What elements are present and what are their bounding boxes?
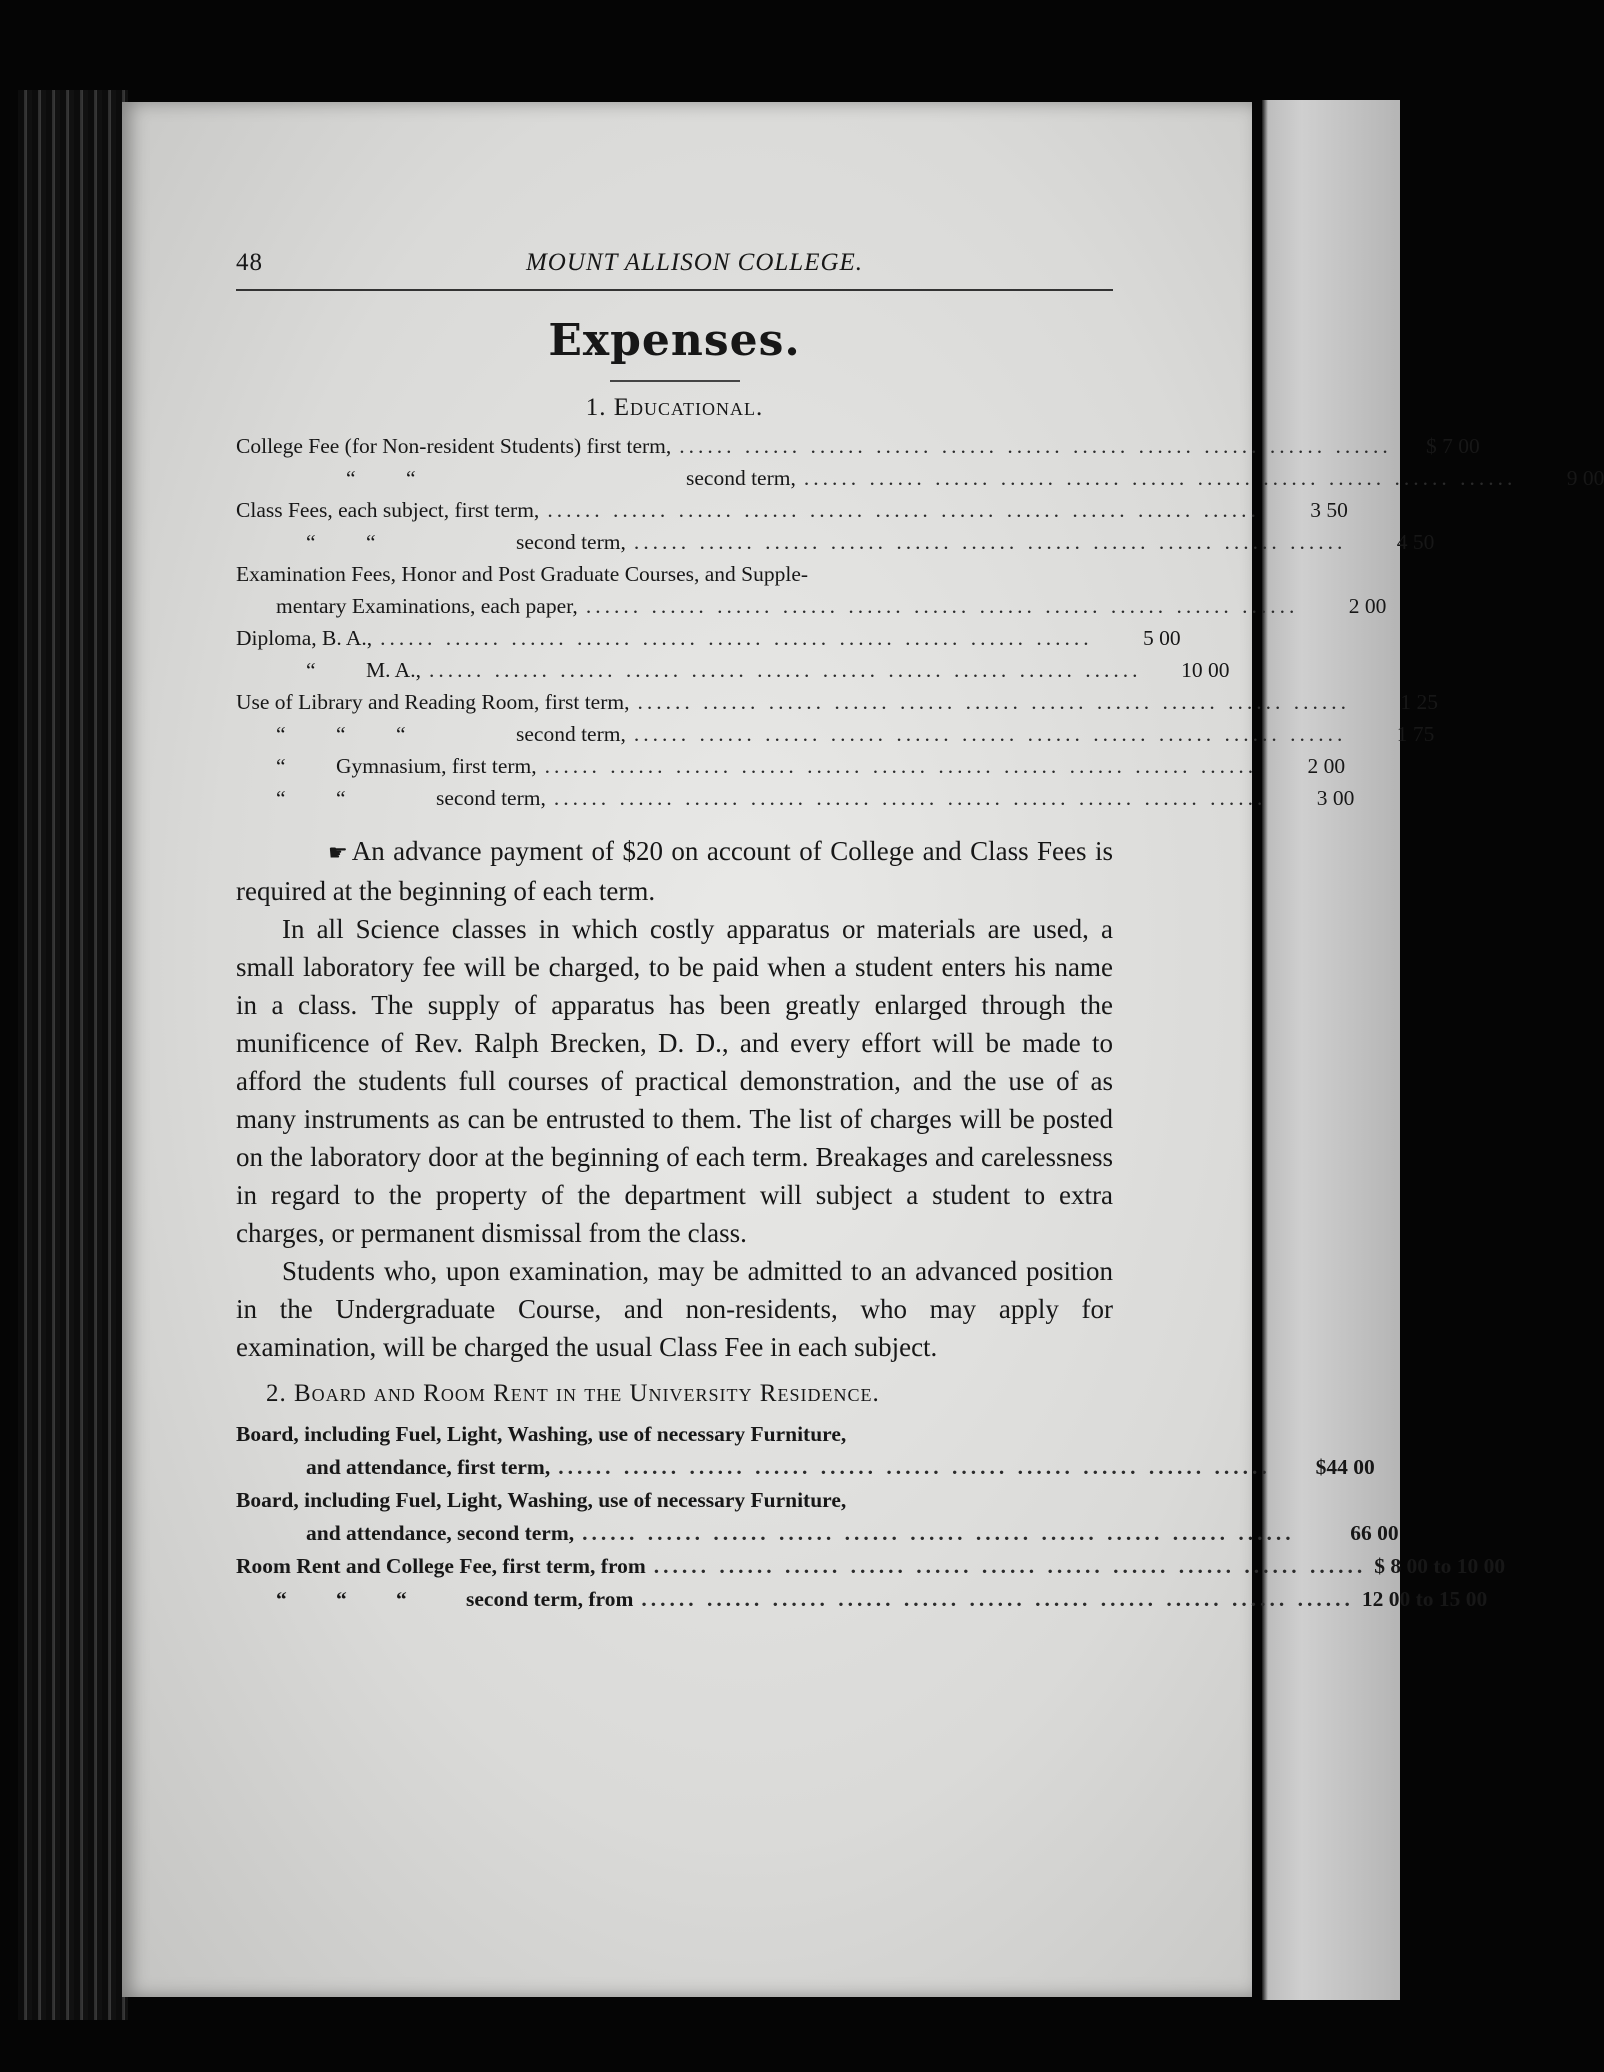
ditto-mark: “ — [306, 658, 316, 682]
ditto-mark: “ — [306, 530, 316, 554]
fee-amount: 12 00 to 15 00 — [1361, 1587, 1488, 1611]
fee-row: Diploma, B. A., ..... 5 00 — [236, 622, 1113, 654]
book-page — [122, 102, 1604, 1997]
running-header — [236, 247, 1113, 283]
fee-row: Board, including Fuel, Light, Washing, use of necessary Furniture, — [236, 1422, 847, 1446]
fee-row: Examination Fees, Honor and Post Graduate Courses, and Supple- — [236, 562, 809, 586]
fee-amount: $ 7 00 — [1426, 434, 1480, 458]
ditto-mark: “ — [276, 786, 286, 810]
fee-amount: 1 25 — [1400, 690, 1438, 714]
fee-row: College Fee (for Non-resident Students) first term, ..... $ 7 00 — [236, 430, 1113, 462]
pointing-hand-icon: ☛ — [328, 840, 348, 865]
ditto-mark: “ — [336, 722, 346, 746]
fee-amount: 2 00 — [1307, 754, 1346, 778]
title-rule — [610, 380, 740, 382]
ditto-mark: “ — [336, 1587, 347, 1611]
fee-row: “ Gymnasium, first term, ..... 2 00 — [236, 750, 1113, 782]
fee-row: Use of Library and Reading Room, first term, ..... 1 25 — [236, 686, 1113, 718]
ditto-mark: “ — [346, 466, 356, 490]
board-fee-list — [236, 1418, 1506, 1616]
educational-heading: 1. Educational. — [585, 394, 764, 421]
book-spine — [18, 90, 128, 2020]
paragraph: In all Science classes in which costly apparatus or materials are used, a small laboratory fee will be charged, to be paid when a student enters his name in a class. The supply of apparatus has been greatly enlarged through the munificence of Rev. Ralph Brecken, D. D., and every effort will be made to afford the students full courses of practical demonstration, and the use of as many instruments as can be entrusted to them. The list of charges will be posted on the laboratory door at the beginning of each term. Breakages and carelessness in regard to the property of the department will subject a student to extra charges, or permanent dismissal from the class. — [236, 914, 1113, 1248]
fee-row: Room Rent and College Fee, first term, from ..... $ 8 00 to 10 00 — [236, 1550, 1113, 1583]
running-title: MOUNT ALLISON COLLEGE. — [525, 249, 864, 276]
educational-fee-list — [236, 430, 1604, 814]
adjacent-page-edge — [1262, 100, 1400, 2000]
fee-amount: 5 00 — [1143, 626, 1181, 650]
ditto-mark: “ — [366, 530, 376, 554]
fee-amount: 9 00 — [1566, 466, 1604, 490]
fee-row: “ “ “ second term, from ..... 12 00 to 15 00 — [236, 1583, 1113, 1616]
ditto-mark: “ — [276, 722, 286, 746]
ditto-mark: “ — [276, 754, 286, 778]
fee-amount: $ 8 00 to 10 00 — [1374, 1554, 1506, 1578]
paragraph: ☛ An advance payment of $20 on account of College and Class Fees is required at the beginning of each term. — [236, 836, 1113, 906]
fee-row: Class Fees, each subject, first term, ..... 3 50 — [236, 494, 1113, 526]
fee-row: and attendance, first term, ..... $44 00 — [236, 1451, 1113, 1484]
fee-row: and attendance, second term, ..... 66 00 — [236, 1517, 1113, 1550]
paragraph: Students who, upon examination, may be admitted to an advanced position in the Undergraduate Course, and non-residents, who may apply for examination, will be charged the usual Class Fee in each subject. — [236, 1256, 1113, 1362]
fee-amount: 1 75 — [1396, 722, 1435, 746]
fee-amount: 2 00 — [1348, 594, 1387, 618]
section-title: Expenses. — [548, 315, 801, 366]
ditto-mark: “ — [406, 466, 416, 490]
board-heading: 2. Board and Room Rent in the University Residence. — [266, 1380, 880, 1407]
fee-amount: 4 50 — [1396, 530, 1435, 554]
page-number: 48 — [236, 249, 263, 276]
fee-row: “ “ second term, ..... 9 00 — [236, 462, 1113, 494]
ditto-mark: “ — [336, 786, 346, 810]
ditto-mark: “ — [396, 722, 406, 746]
fee-amount: 10 00 — [1181, 658, 1230, 682]
fee-row: mentary Examinations, each paper, ..... 2 00 — [236, 590, 1113, 622]
fee-amount: 3 50 — [1310, 498, 1348, 522]
header-rule — [236, 289, 1113, 291]
fee-row: “ “ “ second term, ..... 1 75 — [236, 718, 1113, 750]
fee-row: “ “ second term, ..... 3 00 — [236, 782, 1113, 814]
fee-amount: $44 00 — [1315, 1455, 1375, 1479]
ditto-mark: “ — [396, 1587, 407, 1611]
page-content — [236, 247, 1604, 1616]
fee-row: “ M. A., ..... 10 00 — [236, 654, 1113, 686]
fee-row: “ “ second term, ..... 4 50 — [236, 526, 1113, 558]
fee-amount: 3 00 — [1316, 786, 1355, 810]
ditto-mark: “ — [276, 1587, 287, 1611]
fee-amount: 66 00 — [1350, 1521, 1399, 1545]
fee-row: Board, including Fuel, Light, Washing, use of necessary Furniture, — [236, 1488, 847, 1512]
